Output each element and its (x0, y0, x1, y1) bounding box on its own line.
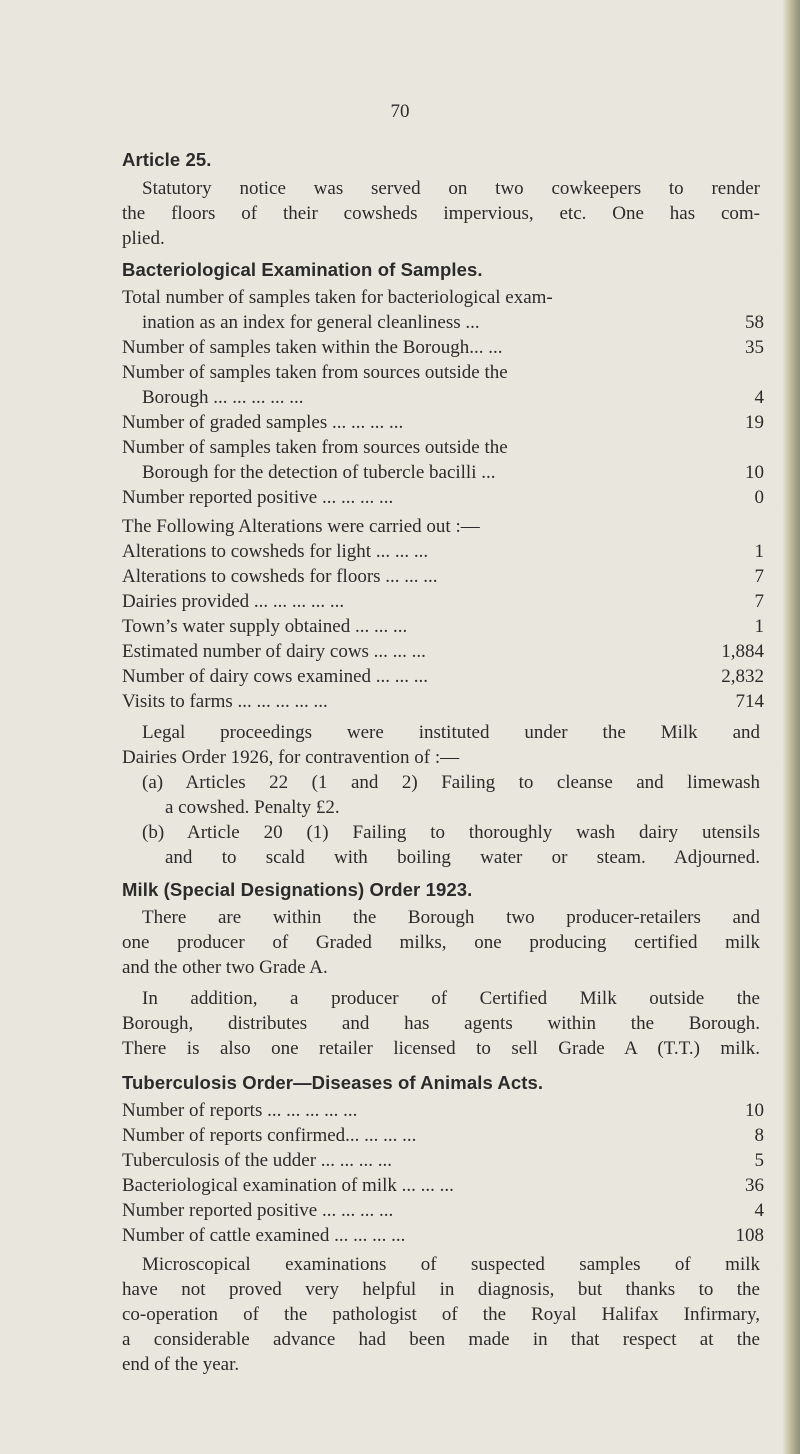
tb-value: 4 (754, 1200, 764, 1221)
bacteriological-heading: Bacteriological Examination of Samples. (122, 259, 483, 280)
stat-value: 35 (745, 337, 764, 358)
stat-row (122, 310, 764, 335)
tb-label: Number reported positive ... ... ... ... (122, 1200, 394, 1221)
stat-row (122, 285, 764, 310)
tb-row (122, 1148, 764, 1173)
alteration-row (122, 689, 764, 714)
tb-value: 108 (735, 1225, 764, 1246)
stat-label: Number reported positive ... ... ... ... (122, 487, 394, 508)
alteration-label: Town’s water supply obtained ... ... ... (122, 616, 408, 637)
stat-label: Number of samples taken from sources outside the (122, 437, 508, 458)
stat-row (122, 485, 764, 510)
page-edge-shadow (782, 0, 800, 1454)
alteration-row (122, 614, 764, 639)
milk-heading: Milk (Special Designations) Order 1923. (122, 879, 473, 900)
tb-row (122, 1098, 764, 1123)
stat-label: Borough ... ... ... ... ... (142, 387, 304, 408)
alterations-intro: The Following Alterations were carried out :— (122, 516, 480, 537)
closing-line: have not proved very helpful in diagnosis, but thanks to the (122, 1279, 760, 1300)
page-number: 70 (390, 101, 410, 122)
closing-line: end of the year. (122, 1354, 240, 1375)
legal-line: Legal proceedings were instituted under the Milk and (142, 722, 760, 743)
tb-row (122, 1173, 764, 1198)
stat-label: Total number of samples taken for bacteriological exam- (122, 287, 553, 308)
tb-value: 5 (754, 1150, 764, 1171)
tb-label: Number of reports ... ... ... ... ... (122, 1100, 358, 1121)
tb-row (122, 1198, 764, 1223)
stat-row (122, 435, 764, 460)
stat-value: 4 (754, 387, 764, 408)
stat-label: ination as an index for general cleanliness ... (142, 312, 480, 333)
legal-item: (b) Article 20 (1) Failing to thoroughly wash dairy utensils (142, 822, 760, 843)
milk-line: Borough, distributes and has agents within the Borough. (122, 1013, 760, 1034)
article-line: plied. (122, 228, 165, 249)
alteration-row (122, 539, 764, 564)
alteration-value: 7 (754, 591, 764, 612)
stat-row (122, 410, 764, 435)
tb-row (122, 1123, 764, 1148)
legal-item-cont: a cowshed. Penalty £2. (165, 797, 340, 818)
alteration-row (122, 639, 764, 664)
alteration-row (122, 664, 764, 689)
tb-label: Tuberculosis of the udder ... ... ... ... (122, 1150, 393, 1171)
stat-row (122, 360, 764, 385)
stat-value: 10 (745, 462, 764, 483)
alteration-value: 1,884 (721, 641, 764, 662)
article-line: Statutory notice was served on two cowkeepers to render (142, 178, 760, 199)
milk-line: There is also one retailer licensed to sell Grade A (T.T.) milk. (122, 1038, 760, 1059)
tuberculosis-heading: Tuberculosis Order—Diseases of Animals Acts. (122, 1072, 544, 1093)
alteration-row (122, 589, 764, 614)
tb-value: 8 (754, 1125, 764, 1146)
stat-label: Number of samples taken within the Borough... ... (122, 337, 503, 358)
article-heading: Article 25. (122, 149, 212, 170)
alteration-label: Alterations to cowsheds for floors ... ... ... (122, 566, 438, 587)
stat-value: 0 (754, 487, 764, 508)
closing-line: co-operation of the pathologist of the Royal Halifax Infirmary, (122, 1304, 760, 1325)
alteration-label: Visits to farms ... ... ... ... ... (122, 691, 328, 712)
tb-value: 36 (745, 1175, 764, 1196)
milk-line: one producer of Graded milks, one producing certified milk (122, 932, 760, 953)
milk-line: and the other two Grade A. (122, 957, 328, 978)
stat-row (122, 335, 764, 360)
stat-label: Number of graded samples ... ... ... ... (122, 412, 404, 433)
tb-value: 10 (745, 1100, 764, 1121)
stat-value: 19 (745, 412, 764, 433)
stat-row (122, 385, 764, 410)
milk-line: In addition, a producer of Certified Milk outside the (142, 988, 760, 1009)
stat-label: Borough for the detection of tubercle bacilli ... (142, 462, 496, 483)
tb-label: Bacteriological examination of milk ... ... ... (122, 1175, 454, 1196)
alteration-value: 714 (735, 691, 764, 712)
closing-line: a considerable advance had been made in that respect at the (122, 1329, 760, 1350)
alteration-value: 1 (754, 541, 764, 562)
tb-row (122, 1223, 764, 1248)
stat-label: Number of samples taken from sources outside the (122, 362, 508, 383)
legal-item: (a) Articles 22 (1 and 2) Failing to cleanse and limewash (142, 772, 760, 793)
alteration-label: Dairies provided ... ... ... ... ... (122, 591, 345, 612)
legal-item-cont: and to scald with boiling water or steam. Adjourned. (165, 847, 760, 868)
closing-line: Microscopical examinations of suspected samples of milk (142, 1254, 760, 1275)
alteration-value: 7 (754, 566, 764, 587)
article-line: the floors of their cowsheds impervious, etc. One has com- (122, 203, 760, 224)
alteration-label: Estimated number of dairy cows ... ... ... (122, 641, 426, 662)
alteration-value: 2,832 (721, 666, 764, 687)
tb-label: Number of cattle examined ... ... ... ... (122, 1225, 406, 1246)
milk-line: There are within the Borough two producer-retailers and (142, 907, 760, 928)
stat-row (122, 460, 764, 485)
tb-label: Number of reports confirmed... ... ... ... (122, 1125, 417, 1146)
alteration-label: Number of dairy cows examined ... ... ... (122, 666, 429, 687)
alteration-value: 1 (754, 616, 764, 637)
alteration-label: Alterations to cowsheds for light ... ... ... (122, 541, 429, 562)
alteration-row (122, 564, 764, 589)
stat-value: 58 (745, 312, 764, 333)
legal-line: Dairies Order 1926, for contravention of :— (122, 747, 460, 768)
